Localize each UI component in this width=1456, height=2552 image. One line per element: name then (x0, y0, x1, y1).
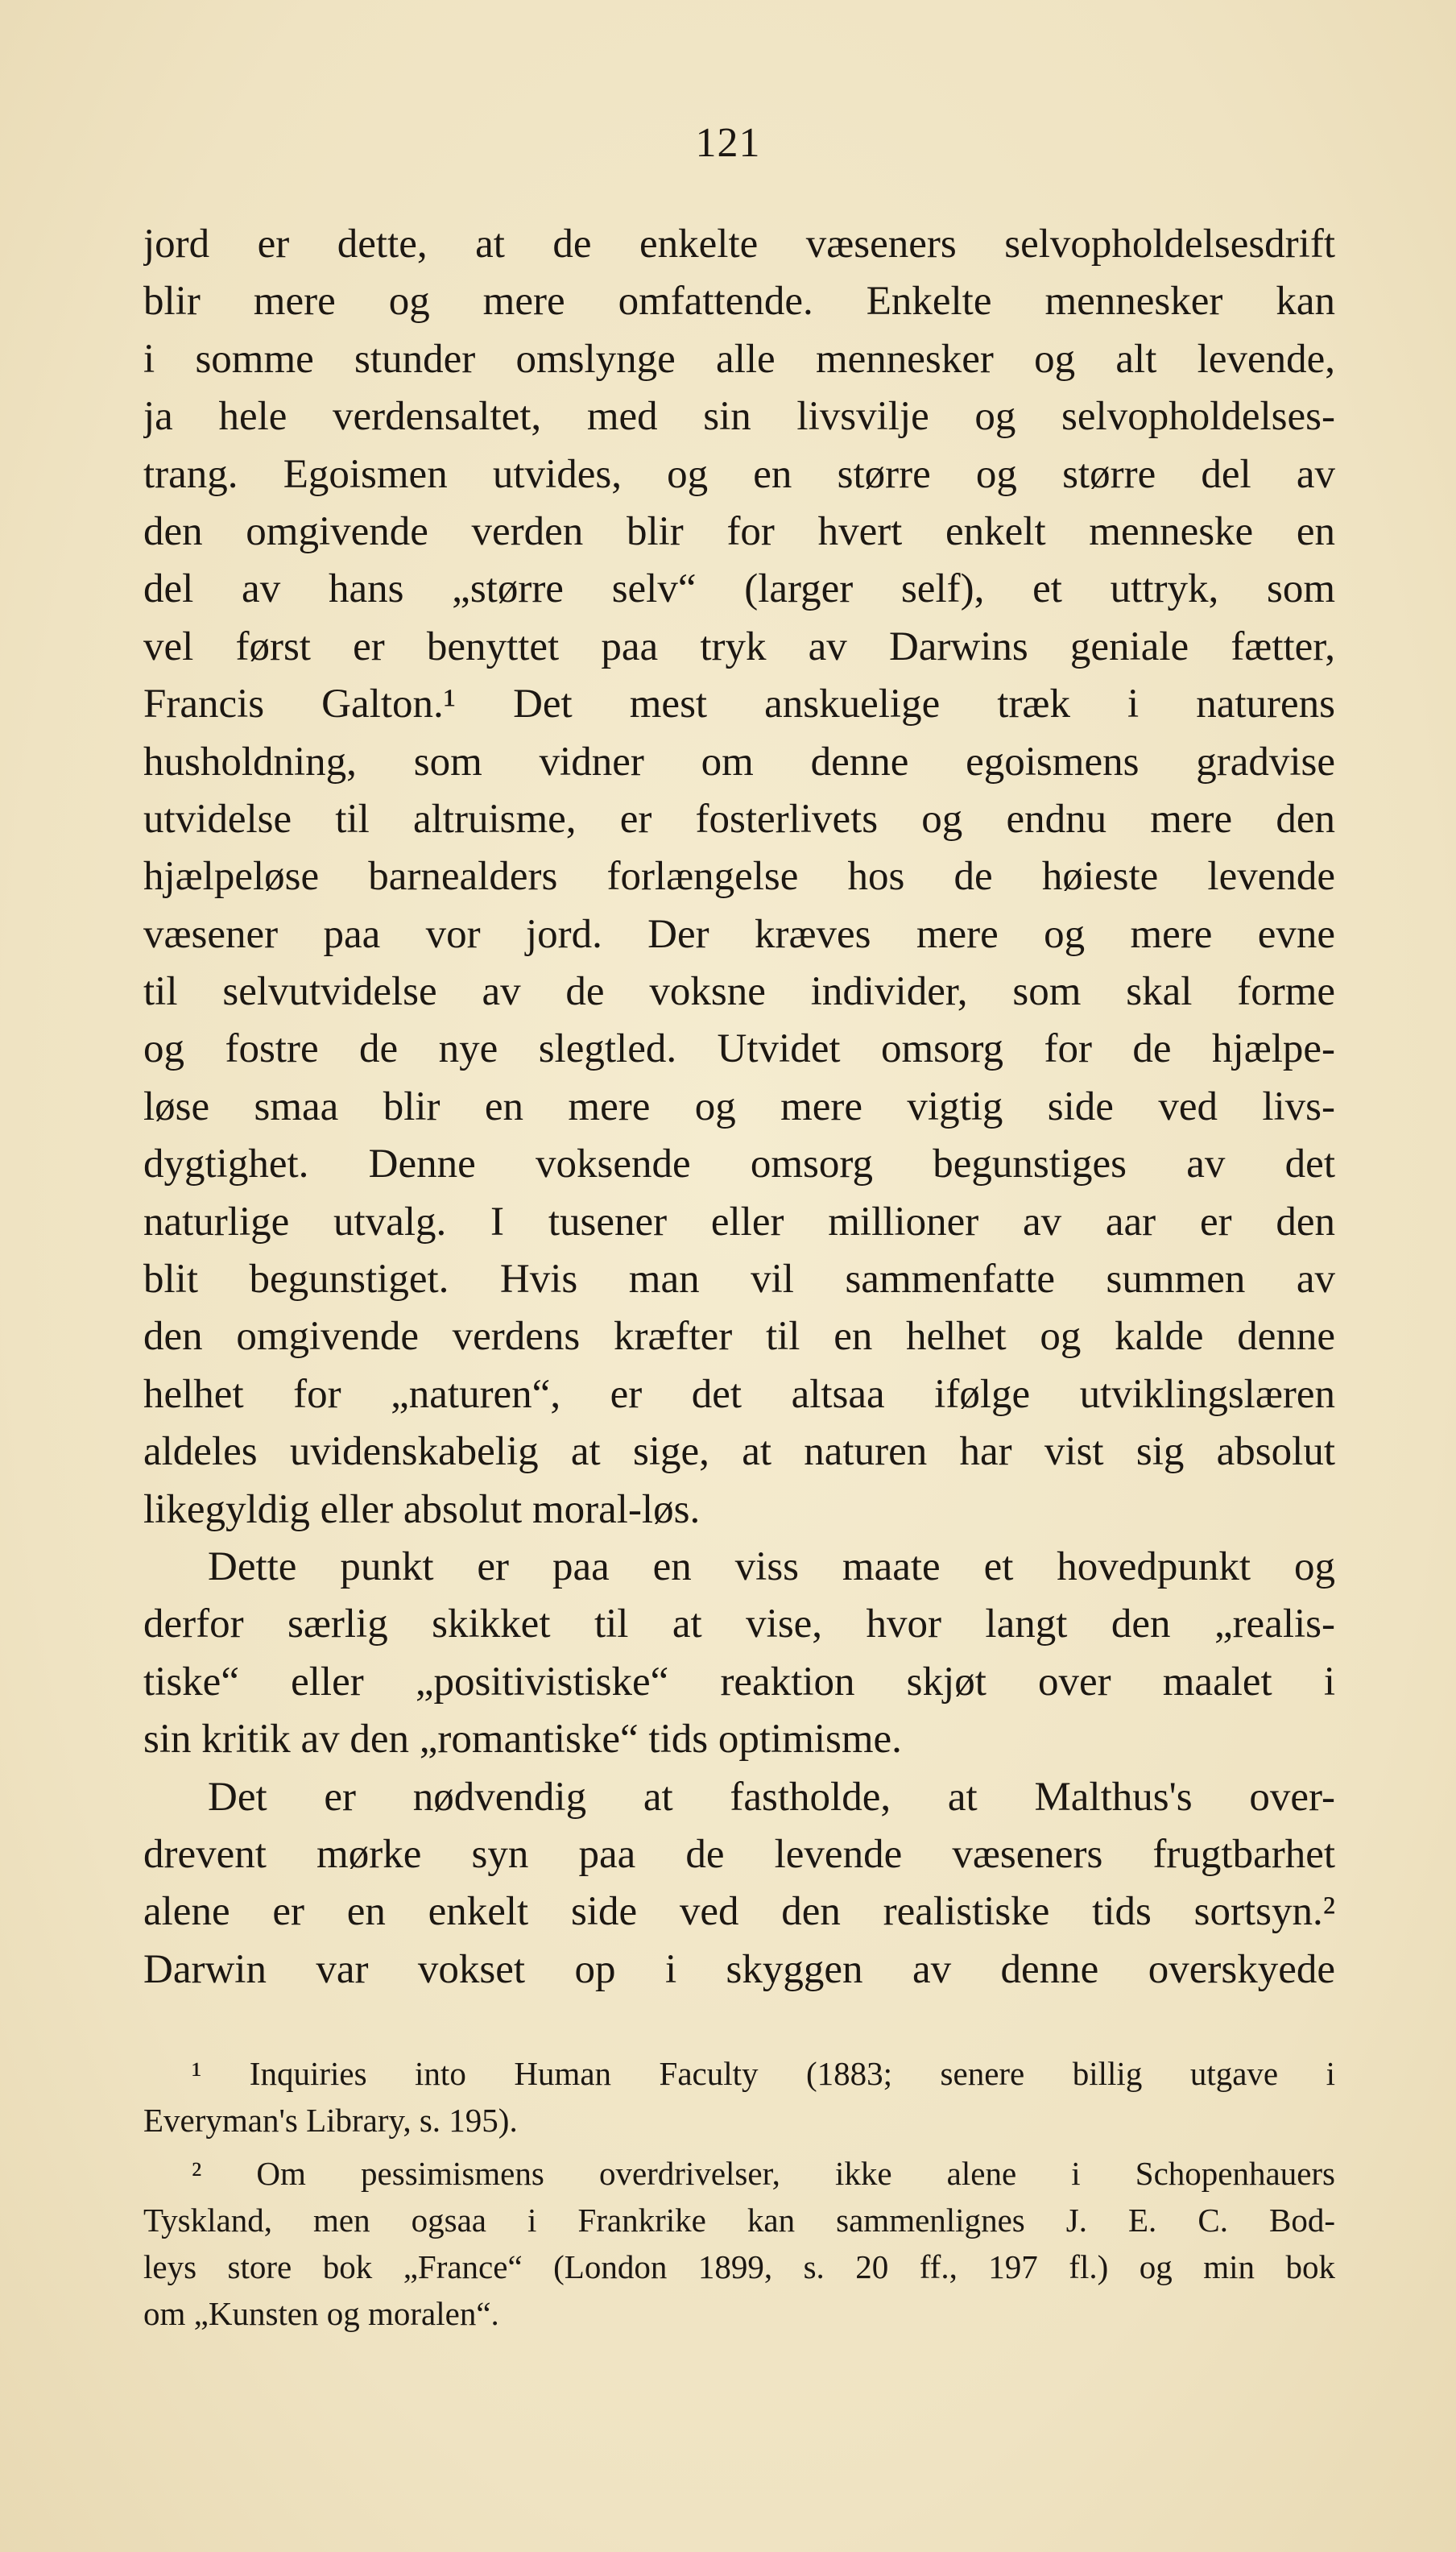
text-line: drevent mørke syn paa de levende væseners frugtbarhet (143, 1831, 1335, 1877)
text-line: likegyldig eller absolut moral-løs. (143, 1486, 701, 1532)
text-line: tiske“ eller „positivistiske“ reaktion skjøt over maalet i (143, 1659, 1335, 1705)
text-line: blir mere og mere omfattende. Enkelte mennesker kan (143, 279, 1335, 325)
text-line: vel først er benyttet paa tryk av Darwins geniale fætter, (143, 624, 1335, 669)
text-line: Det er nødvendig at fastholde, at Malthus's over- (208, 1774, 1335, 1820)
text-line: sin kritik av den „romantiske“ tids optimisme. (143, 1717, 902, 1763)
text-line: til selvutvidelse av de voksne individer, som skal forme (143, 969, 1335, 1015)
footnote-separator (143, 2144, 1335, 2150)
body-text (143, 216, 1335, 1999)
text-line: trang. Egoismen utvides, og en større og større del av (143, 451, 1335, 497)
footnote-line: om „Kunsten og moralen“. (143, 2295, 499, 2332)
page-number: 121 (695, 120, 761, 166)
text-line: Darwin var vokset op i skyggen av denne overskyede (143, 1946, 1335, 1992)
text-line: ja hele verdensaltet, med sin livsvilje og selvopholdelses- (143, 394, 1335, 440)
text-line: naturlige utvalg. I tusener eller millioner av aar er den (143, 1199, 1335, 1245)
footnote-line: Everyman's Library, s. 195). (143, 2102, 518, 2139)
text-line: jord er dette, at de enkelte væseners selvopholdelsesdrift (143, 222, 1335, 267)
text-line: aldeles uvidenskabelig at sige, at naturen har vist sig absolut (143, 1429, 1335, 1475)
text-line: derfor særlig skikket til at vise, hvor langt den „realis- (143, 1601, 1335, 1647)
footnote-line: leys store bok „France“ (London 1899, s. 20 ff., 197 fl.) og min bok (143, 2248, 1335, 2285)
text-line: dygtighet. Denne voksende omsorg begunstiges av det (143, 1141, 1335, 1187)
text-line: Francis Galton.¹ Det mest anskuelige træk i naturens (143, 682, 1335, 727)
text-line: den omgivende verden blir for hvert enkelt menneske en (143, 508, 1335, 554)
text-line: husholdning, som vidner om denne egoismens gradvise (143, 739, 1335, 785)
text-line: og fostre de nye slegtled. Utvidet omsorg for de hjælpe- (143, 1026, 1335, 1072)
text-line: blit begunstiget. Hvis man vil sammenfatte summen av (143, 1257, 1335, 1303)
text-line: hjælpeløse barnealders forlængelse hos de høieste levende (143, 854, 1335, 900)
text-line: helhet for „naturen“, er det altsaa ifølge utviklingslæren (143, 1371, 1335, 1417)
text-line: alene er en enkelt side ved den realistiske tids sortsyn.² (143, 1889, 1335, 1935)
footnote-line: Tyskland, men ogsaa i Frankrike kan sammenlignes J. E. C. Bod- (143, 2202, 1335, 2239)
text-line: Dette punkt er paa en viss maate et hovedpunkt og (208, 1543, 1335, 1589)
footnote-line: ¹ Inquiries into Human Faculty (1883; senere billig utgave i (192, 2055, 1335, 2092)
text-line: den omgivende verdens kræfter til en helhet og kalde denne (143, 1314, 1335, 1360)
footnotes (143, 2050, 1335, 2337)
text-line: del av hans „større selv“ (larger self), et uttryk, som (143, 566, 1335, 612)
footnote-line: ² Om pessimismens overdrivelser, ikke alene i Schopenhauers (192, 2155, 1335, 2192)
text-line: løse smaa blir en mere og mere vigtig side ved livs- (143, 1083, 1335, 1129)
text-line: væsener paa vor jord. Der kræves mere og mere evne (143, 911, 1335, 957)
text-line: utvidelse til altruisme, er fosterlivets og endnu mere den (143, 796, 1335, 842)
text-line: i somme stunder omslynge alle mennesker og alt levende, (143, 336, 1335, 382)
